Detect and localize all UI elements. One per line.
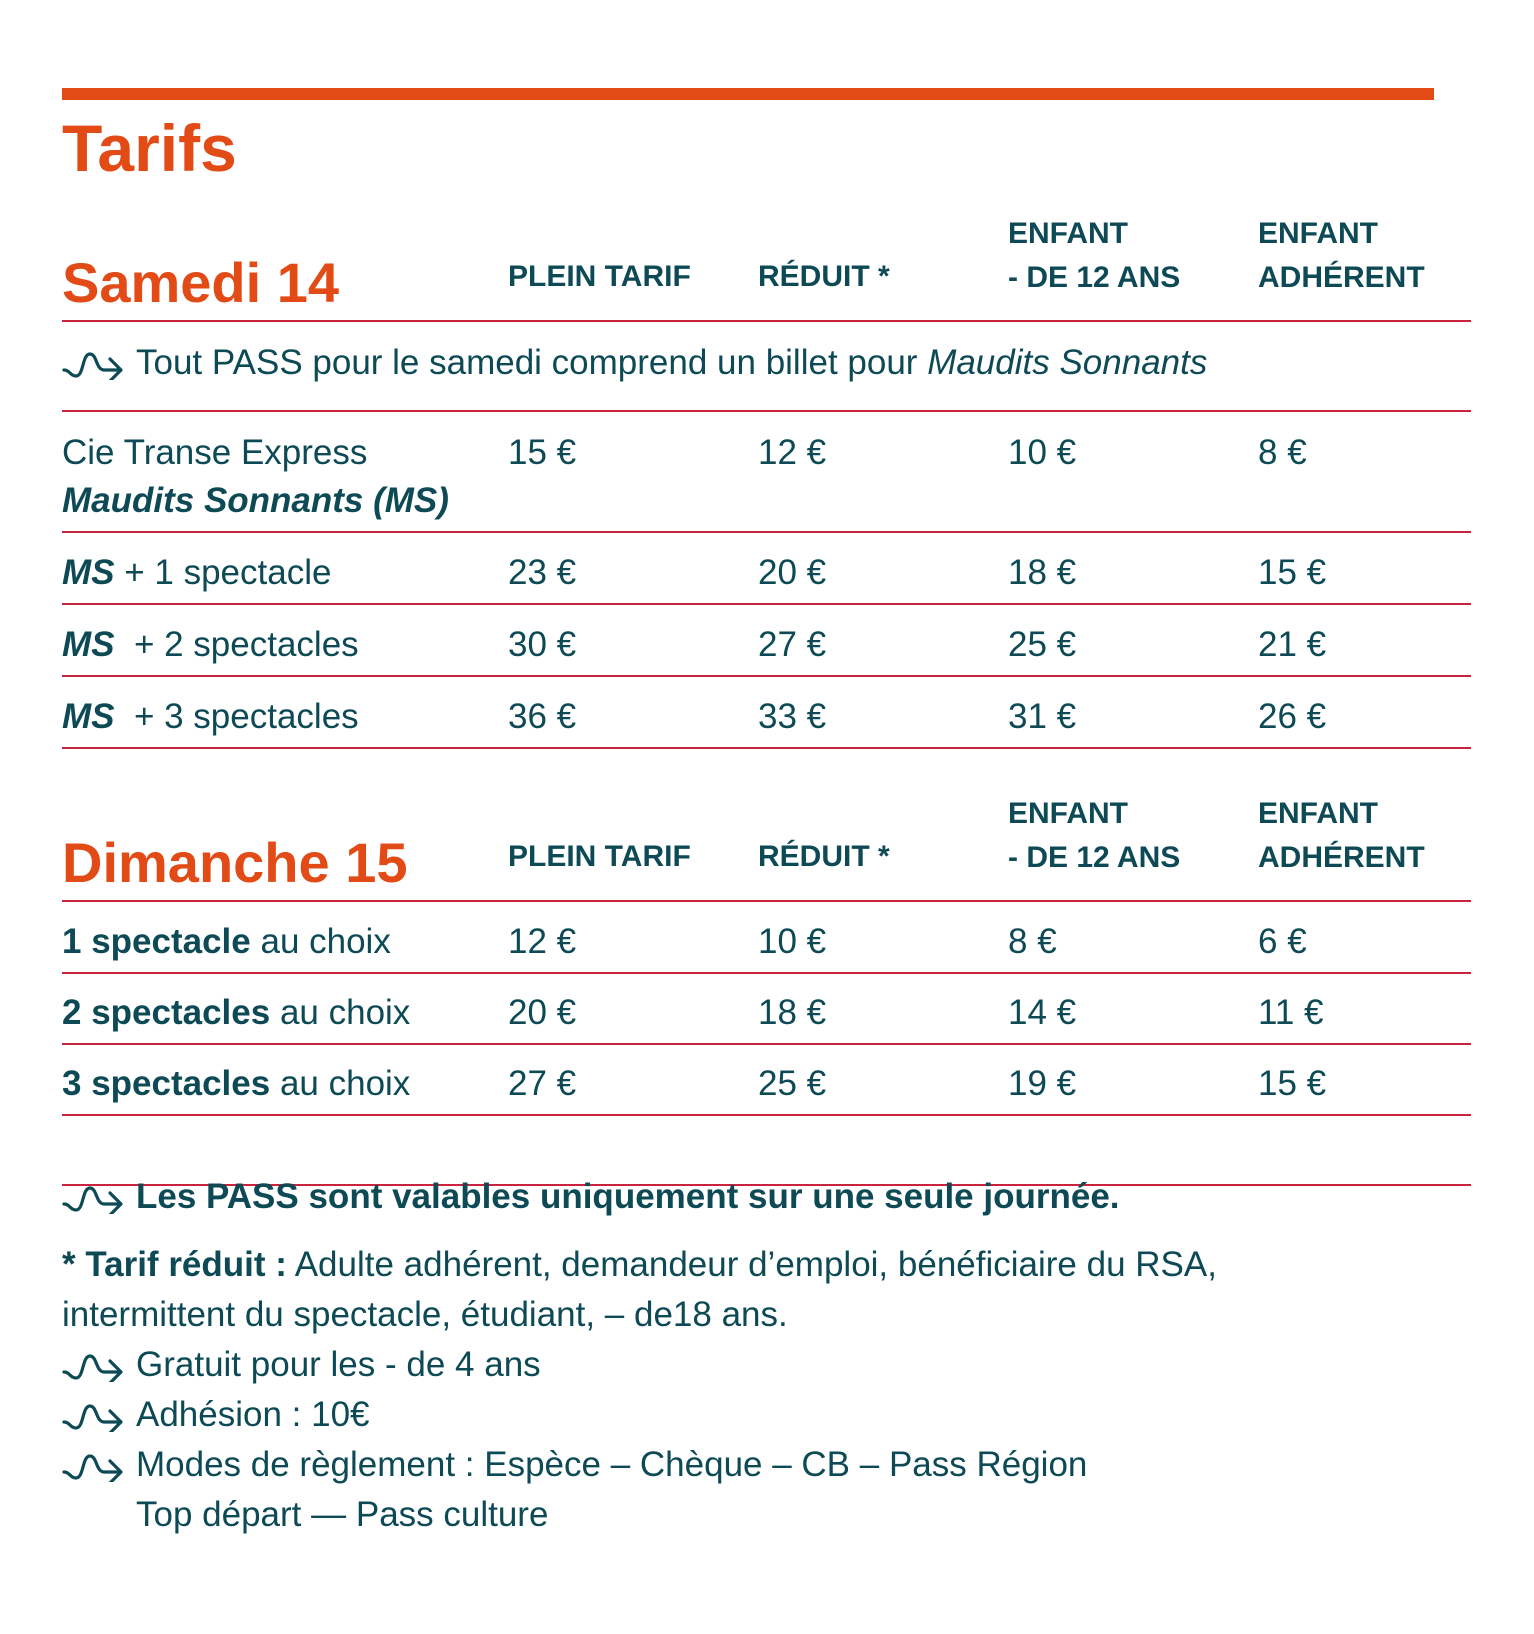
- col-label: - DE 12 ANS: [1008, 260, 1181, 294]
- divider: [62, 531, 1471, 533]
- membership-note: [62, 1390, 1482, 1440]
- row-label-rest: au choix: [270, 1064, 411, 1103]
- row-label-rest: + 1 spectacle: [114, 553, 332, 592]
- payment-text: Modes de règlement : Espèce – Chèque – CB – Pass Région: [136, 1445, 1088, 1484]
- row-label-rest: au choix: [250, 922, 391, 961]
- squiggle-arrow-icon: [62, 1348, 126, 1382]
- price-enfant: 19 €: [1008, 1064, 1077, 1103]
- row-label: [62, 555, 331, 590]
- row-label-bold: 2 spectacles: [62, 993, 271, 1032]
- price-adherent: 15 €: [1258, 553, 1327, 592]
- row-label: [62, 627, 359, 662]
- price-adherent: 6 €: [1258, 922, 1307, 961]
- divider: [62, 972, 1471, 974]
- col-label: RÉDUIT *: [758, 260, 890, 293]
- price-reduit: 20 €: [758, 553, 827, 592]
- squiggle-arrow-icon: [62, 1398, 126, 1432]
- price-adherent: 26 €: [1258, 697, 1327, 736]
- price-plein: 23 €: [508, 553, 577, 592]
- page-title: Tarifs: [62, 111, 237, 185]
- price-reduit: 18 €: [758, 993, 827, 1032]
- col-label: PLEIN TARIF: [508, 260, 691, 293]
- price-plein: 30 €: [508, 625, 577, 664]
- col-label: - DE 12 ANS: [1008, 840, 1181, 874]
- row-label-bold: MS: [62, 625, 115, 664]
- reduced-label: * Tarif réduit :: [62, 1245, 287, 1284]
- price-enfant: 10 €: [1008, 433, 1077, 472]
- price-plein: 36 €: [508, 697, 577, 736]
- price-reduit: 25 €: [758, 1064, 827, 1103]
- col-label: ENFANT: [1258, 797, 1378, 830]
- pass-note: [62, 1172, 1482, 1222]
- row-label-bold: 1 spectacle: [62, 922, 251, 961]
- free-note: [62, 1340, 1482, 1390]
- price-plein: 12 €: [508, 922, 577, 961]
- col-enfant-moins-12: [1008, 792, 1180, 879]
- note-italic: Maudits Sonnants: [927, 343, 1208, 382]
- col-label: ADHÉRENT: [1258, 260, 1425, 294]
- price-plein: 20 €: [508, 993, 577, 1032]
- squiggle-arrow-icon: [62, 1448, 126, 1482]
- price-plein: 27 €: [508, 1064, 577, 1103]
- col-plein-tarif: [508, 835, 691, 879]
- membership-text: Adhésion : 10€: [136, 1395, 370, 1434]
- divider: [62, 900, 1471, 902]
- payment-note: [62, 1440, 1482, 1490]
- col-label: RÉDUIT *: [758, 840, 890, 873]
- price-enfant: 18 €: [1008, 553, 1077, 592]
- price-reduit: 27 €: [758, 625, 827, 664]
- divider: [62, 1043, 1471, 1045]
- payment-note-2: Top départ — Pass culture: [136, 1495, 549, 1534]
- sunday-heading: Dimanche 15: [62, 831, 408, 894]
- reduced-note: [62, 1240, 1482, 1290]
- row-label: [62, 699, 359, 734]
- row-label-rest: au choix: [270, 993, 411, 1032]
- divider: [62, 675, 1471, 677]
- price-enfant: 25 €: [1008, 625, 1077, 664]
- col-label: ADHÉRENT: [1258, 840, 1425, 874]
- row-label: [62, 1066, 410, 1101]
- price-adherent: 21 €: [1258, 625, 1327, 664]
- col-label: PLEIN TARIF: [508, 840, 691, 873]
- col-enfant-adherent: [1258, 792, 1425, 879]
- price-adherent: 11 €: [1258, 993, 1324, 1032]
- row-label: [62, 995, 410, 1030]
- row-label-bold: 3 spectacles: [62, 1064, 271, 1103]
- divider: [62, 747, 1471, 749]
- reduced-text: Adulte adhérent, demandeur d’emploi, bénéficiaire du RSA,: [286, 1245, 1217, 1284]
- row-label-rest: + 2 spectacles: [114, 625, 359, 664]
- col-label: ENFANT: [1008, 217, 1128, 250]
- price-reduit: 10 €: [758, 922, 827, 961]
- row-sublabel: Maudits Sonnants (MS): [62, 481, 449, 520]
- price-reduit: 12 €: [758, 433, 827, 472]
- pass-note-text: Les PASS sont valables uniquement sur une seule journée.: [136, 1177, 1120, 1216]
- row-label-bold: MS: [62, 553, 115, 592]
- price-enfant: 31 €: [1008, 697, 1077, 736]
- col-label: ENFANT: [1008, 797, 1128, 830]
- footer-notes: [62, 1172, 1482, 1540]
- col-reduit: [758, 255, 890, 299]
- free-text: Gratuit pour les - de 4 ans: [136, 1345, 541, 1384]
- price-plein: 15 €: [508, 433, 577, 472]
- saturday-heading: Samedi 14: [62, 251, 340, 314]
- price-enfant: 14 €: [1008, 993, 1077, 1032]
- row-label-bold: MS: [62, 697, 115, 736]
- divider: [62, 410, 1471, 412]
- squiggle-arrow-icon: [62, 346, 126, 380]
- price-enfant: 8 €: [1008, 922, 1057, 961]
- title-top-bar: [62, 88, 1434, 100]
- col-enfant-adherent: [1258, 212, 1425, 299]
- reduced-note-2: intermittent du spectacle, étudiant, – de18 ans.: [62, 1295, 788, 1334]
- col-label: ENFANT: [1258, 217, 1378, 250]
- divider: [62, 1114, 1471, 1116]
- divider: [62, 320, 1471, 322]
- price-adherent: 15 €: [1258, 1064, 1327, 1103]
- col-reduit: [758, 835, 890, 879]
- row-label: [62, 924, 391, 959]
- saturday-note: [62, 345, 1207, 380]
- price-reduit: 33 €: [758, 697, 827, 736]
- col-enfant-moins-12: [1008, 212, 1180, 299]
- note-text: Tout PASS pour le samedi comprend un billet pour: [136, 343, 928, 382]
- squiggle-arrow-icon: [62, 1180, 126, 1214]
- divider: [62, 603, 1471, 605]
- row-label-rest: + 3 spectacles: [114, 697, 359, 736]
- price-adherent: 8 €: [1258, 433, 1307, 472]
- row-label: Cie Transe Express: [62, 433, 368, 472]
- col-plein-tarif: [508, 255, 691, 299]
